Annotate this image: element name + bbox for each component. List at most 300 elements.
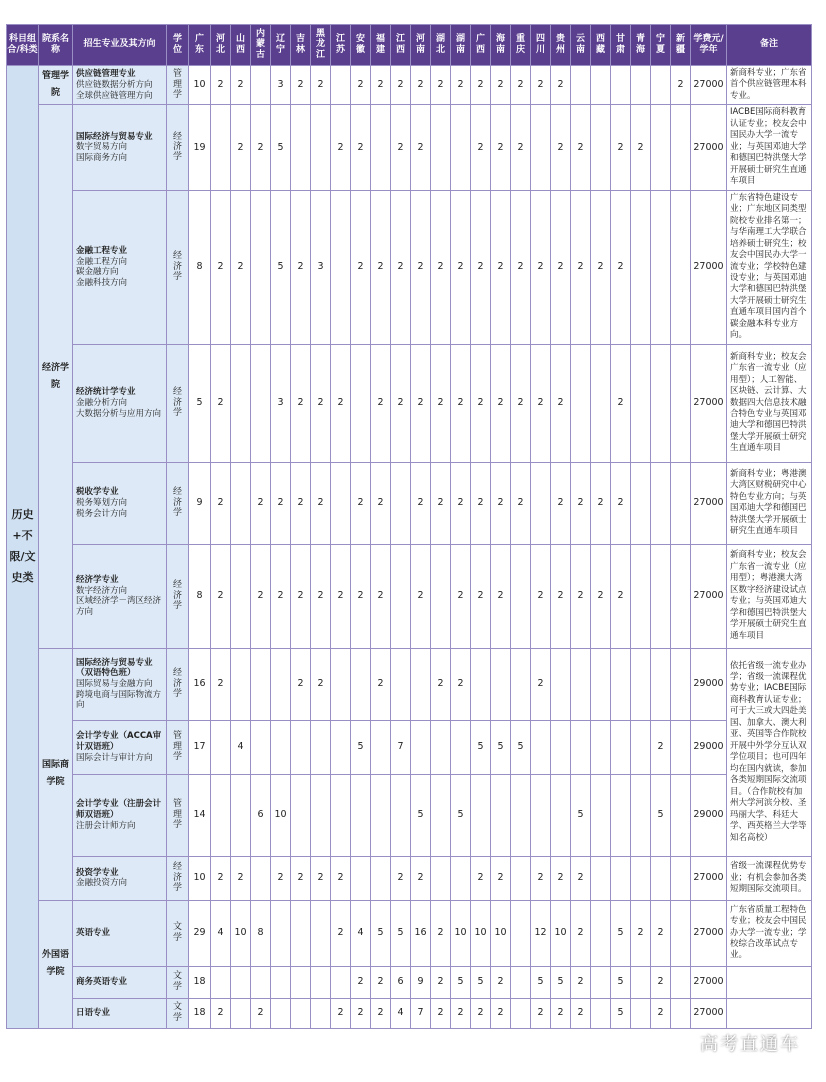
quota-cell: 5	[651, 774, 671, 856]
quota-cell: 2	[431, 900, 451, 966]
quota-cell: 5	[371, 900, 391, 966]
quota-cell: 2	[551, 544, 571, 648]
quota-cell	[331, 966, 351, 998]
quota-cell: 2	[611, 462, 631, 544]
quota-cell: 5	[391, 900, 411, 966]
quota-cell: 17	[189, 720, 211, 774]
quota-cell: 3	[311, 190, 331, 344]
quota-cell: 2	[451, 998, 471, 1028]
quota-cell: 10	[189, 66, 211, 105]
quota-cell	[591, 774, 611, 856]
quota-cell: 2	[571, 105, 591, 190]
quota-cell	[571, 344, 591, 462]
header-cell: 河南	[411, 25, 431, 66]
quota-cell	[391, 774, 411, 856]
quota-cell	[591, 66, 611, 105]
quota-cell: 2	[451, 66, 471, 105]
header-cell: 学费元/学年	[691, 25, 727, 66]
remark-cell: 依托省级一流专业办学；省级一流课程优势专业；IACBE国际商科教育认证专业；可于大三或大四赴美国、加拿大、澳大利亚、英国等合作院校开展中外学分互认双学位项目；也可四年均在国内就读，参加各类短期国际交流项目。（合作院校有加州大学河滨分校、圣玛丽大学、科廷大学、西英格兰大学等知名高校）	[727, 648, 812, 856]
table-row	[7, 105, 812, 190]
quota-cell	[371, 774, 391, 856]
quota-cell	[491, 648, 511, 720]
quota-cell	[251, 966, 271, 998]
quota-cell: 7	[411, 998, 431, 1028]
quota-cell	[671, 648, 691, 720]
quota-cell: 9	[189, 462, 211, 544]
quota-cell: 2	[411, 856, 431, 900]
quota-cell: 2	[351, 66, 371, 105]
major-cell	[73, 648, 167, 720]
quota-cell: 10	[189, 856, 211, 900]
major-cell	[73, 66, 167, 105]
subject-category: 历史+不限/文史类	[7, 66, 39, 1029]
quota-cell	[611, 774, 631, 856]
quota-cell: 4	[351, 900, 371, 966]
header-cell: 西藏	[591, 25, 611, 66]
degree-cell: 管理学	[167, 774, 189, 856]
table-row	[7, 462, 812, 544]
quota-cell	[531, 462, 551, 544]
quota-cell: 2	[471, 998, 491, 1028]
quota-cell: 2	[491, 462, 511, 544]
quota-cell: 2	[491, 998, 511, 1028]
quota-cell: 2	[511, 66, 531, 105]
degree-cell: 文学	[167, 998, 189, 1028]
quota-cell	[611, 66, 631, 105]
quota-cell	[551, 720, 571, 774]
quota-cell	[211, 966, 231, 998]
header-cell: 广西	[471, 25, 491, 66]
remark-cell: 新商科专业；广东省首个供应链管理本科专业。	[727, 66, 812, 105]
quota-cell	[291, 900, 311, 966]
tuition-cell: 27000	[691, 544, 727, 648]
quota-cell: 2	[251, 105, 271, 190]
quota-cell	[411, 720, 431, 774]
quota-cell	[611, 720, 631, 774]
degree-cell: 经济学	[167, 190, 189, 344]
quota-cell	[471, 648, 491, 720]
quota-cell: 2	[271, 856, 291, 900]
degree-cell: 经济学	[167, 544, 189, 648]
quota-cell	[251, 856, 271, 900]
quota-cell: 6	[251, 774, 271, 856]
quota-cell	[631, 720, 651, 774]
quota-cell: 2	[311, 66, 331, 105]
college-name: 外国语学院	[39, 900, 73, 1028]
quota-cell	[651, 344, 671, 462]
table-row	[7, 856, 812, 900]
major-title: 税收学专业	[76, 487, 119, 498]
quota-cell	[471, 774, 491, 856]
remark-cell: IACBE国际商科教育认证专业；校友会中国民办大学一流专业；与英国邓迪大学和德国巴特洪堡大学开展硕士研究生直通车项目	[727, 105, 812, 190]
quota-cell: 2	[331, 856, 351, 900]
header-cell: 院系名称	[39, 25, 73, 66]
quota-cell: 2	[571, 998, 591, 1028]
major-title: 投资学专业	[76, 867, 119, 878]
quota-cell	[591, 648, 611, 720]
quota-cell: 2	[651, 998, 671, 1028]
major-cell	[73, 856, 167, 900]
quota-cell: 2	[611, 190, 631, 344]
tuition-cell: 27000	[691, 190, 727, 344]
quota-cell: 2	[651, 966, 671, 998]
tuition-cell: 27000	[691, 966, 727, 998]
quota-cell	[671, 998, 691, 1028]
quota-cell: 2	[451, 544, 471, 648]
quota-cell: 2	[571, 462, 591, 544]
quota-cell: 2	[291, 462, 311, 544]
quota-cell: 2	[411, 462, 431, 544]
quota-cell: 10	[491, 900, 511, 966]
quota-cell: 2	[231, 105, 251, 190]
quota-cell: 2	[531, 544, 551, 648]
quota-cell: 2	[551, 856, 571, 900]
quota-cell	[431, 105, 451, 190]
major-cell	[73, 105, 167, 190]
quota-cell	[591, 998, 611, 1028]
quota-cell	[251, 344, 271, 462]
quota-cell: 10	[271, 774, 291, 856]
quota-cell	[511, 966, 531, 998]
quota-cell: 5	[571, 774, 591, 856]
major-direction: 金融科技方向	[76, 277, 128, 288]
quota-cell: 2	[571, 900, 591, 966]
quota-cell: 7	[391, 720, 411, 774]
quota-cell: 2	[291, 648, 311, 720]
quota-cell: 2	[251, 998, 271, 1028]
major-cell	[73, 774, 167, 856]
header-cell: 招生专业及其方向	[73, 25, 167, 66]
quota-cell: 2	[571, 856, 591, 900]
quota-cell	[231, 774, 251, 856]
college-name: 国际商学院	[39, 648, 73, 900]
major-direction: 税务筹划方向	[76, 497, 128, 508]
quota-cell	[671, 966, 691, 998]
quota-cell: 2	[471, 856, 491, 900]
quota-cell	[291, 774, 311, 856]
major-direction: 国际商务方向	[76, 152, 128, 163]
header-cell: 辽宁	[271, 25, 291, 66]
quota-cell	[431, 774, 451, 856]
quota-cell: 2	[551, 66, 571, 105]
quota-cell	[631, 544, 651, 648]
quota-cell: 2	[291, 66, 311, 105]
quota-cell: 5	[451, 774, 471, 856]
quota-cell: 2	[271, 544, 291, 648]
remark-cell	[727, 998, 812, 1028]
quota-cell	[311, 774, 331, 856]
quota-cell	[311, 966, 331, 998]
quota-cell	[651, 462, 671, 544]
quota-cell	[591, 344, 611, 462]
quota-cell: 2	[371, 648, 391, 720]
table-row	[7, 344, 812, 462]
quota-cell: 2	[251, 462, 271, 544]
remark-cell: 省级一流课程优势专业；有机会参加各类短期国际交流项目。	[727, 856, 812, 900]
quota-cell: 2	[591, 462, 611, 544]
quota-cell: 2	[411, 105, 431, 190]
quota-cell: 2	[511, 190, 531, 344]
quota-cell: 2	[351, 544, 371, 648]
major-direction: 供应链数据分析方向	[76, 79, 153, 90]
quota-cell: 5	[451, 966, 471, 998]
quota-cell: 2	[431, 648, 451, 720]
quota-cell	[231, 998, 251, 1028]
quota-cell	[511, 900, 531, 966]
quota-cell: 2	[531, 344, 551, 462]
quota-cell: 2	[331, 544, 351, 648]
quota-cell: 3	[271, 66, 291, 105]
quota-cell: 2	[631, 900, 651, 966]
quota-cell	[331, 774, 351, 856]
quota-cell: 2	[351, 998, 371, 1028]
quota-cell: 5	[551, 966, 571, 998]
quota-cell	[291, 966, 311, 998]
quota-cell	[291, 105, 311, 190]
header-cell: 江西	[391, 25, 411, 66]
quota-cell: 12	[531, 900, 551, 966]
quota-cell	[271, 998, 291, 1028]
quota-cell: 2	[351, 190, 371, 344]
quota-cell	[331, 720, 351, 774]
major-direction: 数字经济方向	[76, 585, 128, 596]
quota-cell: 2	[371, 966, 391, 998]
quota-cell	[271, 720, 291, 774]
quota-cell: 29	[189, 900, 211, 966]
quota-cell: 2	[251, 544, 271, 648]
quota-cell: 2	[211, 648, 231, 720]
major-title: 金融工程专业	[76, 245, 128, 256]
quota-cell: 2	[451, 462, 471, 544]
quota-cell	[591, 856, 611, 900]
quota-cell: 2	[371, 544, 391, 648]
quota-cell: 2	[391, 105, 411, 190]
quota-cell	[591, 105, 611, 190]
degree-cell: 管理学	[167, 66, 189, 105]
quota-cell	[251, 190, 271, 344]
quota-cell	[231, 344, 251, 462]
degree-cell: 文学	[167, 900, 189, 966]
header-cell: 新疆	[671, 25, 691, 66]
major-title: 英语专业	[76, 927, 111, 938]
quota-cell: 2	[431, 344, 451, 462]
tuition-cell: 27000	[691, 105, 727, 190]
quota-cell	[671, 544, 691, 648]
tuition-cell: 27000	[691, 344, 727, 462]
quota-cell: 18	[189, 966, 211, 998]
degree-cell: 经济学	[167, 462, 189, 544]
quota-cell	[671, 856, 691, 900]
quota-cell: 5	[471, 966, 491, 998]
quota-cell	[651, 856, 671, 900]
quota-cell: 2	[531, 66, 551, 105]
table-row	[7, 998, 812, 1028]
quota-cell: 2	[471, 544, 491, 648]
quota-cell: 10	[231, 900, 251, 966]
quota-cell	[351, 774, 371, 856]
quota-cell: 2	[491, 344, 511, 462]
remark-cell	[727, 966, 812, 998]
quota-cell: 2	[531, 856, 551, 900]
quota-cell	[631, 648, 651, 720]
quota-cell: 8	[251, 900, 271, 966]
quota-cell: 5	[611, 900, 631, 966]
quota-cell: 2	[371, 190, 391, 344]
quota-cell: 2	[211, 66, 231, 105]
major-direction: 全球供应链管理方向	[76, 90, 153, 101]
quota-cell: 2	[231, 856, 251, 900]
table-body	[7, 66, 812, 1029]
quota-cell: 2	[411, 190, 431, 344]
quota-cell: 8	[189, 544, 211, 648]
quota-cell: 2	[531, 190, 551, 344]
tuition-cell: 29000	[691, 774, 727, 856]
quota-cell: 2	[291, 544, 311, 648]
quota-cell	[271, 900, 291, 966]
quota-cell	[511, 856, 531, 900]
quota-cell	[651, 544, 671, 648]
quota-cell	[391, 648, 411, 720]
quota-cell: 5	[611, 966, 631, 998]
major-direction: 国际会计与审计方向	[76, 752, 153, 763]
major-cell	[73, 720, 167, 774]
quota-cell: 2	[371, 462, 391, 544]
quota-cell: 2	[611, 344, 631, 462]
quota-cell: 2	[431, 998, 451, 1028]
quota-cell	[331, 462, 351, 544]
quota-cell	[251, 720, 271, 774]
quota-cell	[271, 966, 291, 998]
quota-cell	[671, 720, 691, 774]
quota-cell: 2	[491, 966, 511, 998]
quota-cell: 2	[311, 648, 331, 720]
quota-cell	[631, 856, 651, 900]
quota-cell	[451, 105, 471, 190]
quota-cell: 2	[211, 190, 231, 344]
quota-cell: 10	[551, 900, 571, 966]
quota-cell: 2	[631, 105, 651, 190]
table-row	[7, 720, 812, 774]
quota-cell: 2	[431, 66, 451, 105]
table-row	[7, 648, 812, 720]
quota-cell	[451, 720, 471, 774]
quota-cell: 2	[391, 856, 411, 900]
quota-cell: 2	[491, 544, 511, 648]
major-cell	[73, 190, 167, 344]
header-cell: 黑龙江	[311, 25, 331, 66]
major-title: 经济学专业	[76, 575, 119, 586]
quota-cell: 2	[311, 856, 331, 900]
quota-cell: 5	[351, 720, 371, 774]
header-cell: 安徽	[351, 25, 371, 66]
major-cell	[73, 344, 167, 462]
header-cell: 海南	[491, 25, 511, 66]
quota-cell: 2	[391, 344, 411, 462]
quota-cell: 2	[511, 344, 531, 462]
quota-cell	[311, 105, 331, 190]
quota-cell	[671, 900, 691, 966]
major-direction: 金融工程方向	[76, 256, 128, 267]
major-direction: 金融分析方向	[76, 397, 128, 408]
degree-cell: 经济学	[167, 105, 189, 190]
quota-cell	[671, 774, 691, 856]
quota-cell	[671, 105, 691, 190]
quota-cell	[251, 66, 271, 105]
header-cell: 甘肃	[611, 25, 631, 66]
quota-cell	[351, 856, 371, 900]
quota-cell: 2	[451, 648, 471, 720]
header-row	[7, 25, 812, 66]
quota-cell: 2	[591, 190, 611, 344]
quota-cell: 5	[271, 190, 291, 344]
tuition-cell: 27000	[691, 856, 727, 900]
quota-cell	[671, 462, 691, 544]
header-cell: 学位	[167, 25, 189, 66]
quota-cell	[231, 966, 251, 998]
quota-cell: 2	[391, 190, 411, 344]
admission-table-wrap	[6, 24, 812, 1029]
quota-cell	[411, 648, 431, 720]
quota-cell	[231, 462, 251, 544]
quota-cell: 2	[471, 190, 491, 344]
quota-cell: 2	[491, 856, 511, 900]
header-cell: 湖北	[431, 25, 451, 66]
quota-cell	[291, 720, 311, 774]
header-cell: 科目组合/科类	[7, 25, 39, 66]
quota-cell	[651, 105, 671, 190]
quota-cell: 2	[211, 462, 231, 544]
quota-cell: 2	[311, 462, 331, 544]
quota-cell: 5	[511, 720, 531, 774]
major-direction: 区域经济学－湾区经济方向	[76, 596, 162, 617]
quota-cell	[651, 648, 671, 720]
major-title: 日语专业	[76, 1007, 111, 1018]
header-cell: 云南	[571, 25, 591, 66]
quota-cell	[431, 720, 451, 774]
quota-cell: 2	[531, 998, 551, 1028]
quota-cell: 2	[571, 966, 591, 998]
quota-cell	[211, 774, 231, 856]
quota-cell	[631, 190, 651, 344]
quota-cell: 2	[451, 190, 471, 344]
major-direction: 碳金融方向	[76, 267, 119, 278]
major-cell	[73, 998, 167, 1028]
quota-cell: 2	[511, 462, 531, 544]
quota-cell: 2	[651, 720, 671, 774]
table-row	[7, 966, 812, 998]
quota-cell: 2	[311, 344, 331, 462]
quota-cell	[431, 544, 451, 648]
major-direction: 国际贸易与金融方向	[76, 678, 153, 689]
quota-cell: 2	[471, 344, 491, 462]
quota-cell: 19	[189, 105, 211, 190]
tuition-cell: 27000	[691, 462, 727, 544]
remark-cell: 新商科专业；粤港澳大湾区财税研究中心特色专业方向；与英国邓迪大学和德国巴特洪堡大学开展硕士研究生直通车项目	[727, 462, 812, 544]
major-cell	[73, 966, 167, 998]
quota-cell	[491, 774, 511, 856]
quota-cell: 4	[231, 720, 251, 774]
quota-cell: 2	[431, 966, 451, 998]
remark-cell: 广东省特色建设专业；广东地区同类型院校专业排名第一；与华南理工大学联合培养硕士研究生；校友会中国民办大学一流专业；学校特色建设专业；与英国邓迪大学和德国巴特洪堡大学开展硕士研究生直通车项目国内首个碳金融本科专业方向。	[727, 190, 812, 344]
quota-cell	[511, 648, 531, 720]
quota-cell	[631, 462, 651, 544]
quota-cell	[231, 648, 251, 720]
quota-cell: 2	[491, 105, 511, 190]
quota-cell: 2	[211, 856, 231, 900]
header-cell: 四川	[531, 25, 551, 66]
quota-cell	[631, 344, 651, 462]
quota-cell: 2	[431, 462, 451, 544]
